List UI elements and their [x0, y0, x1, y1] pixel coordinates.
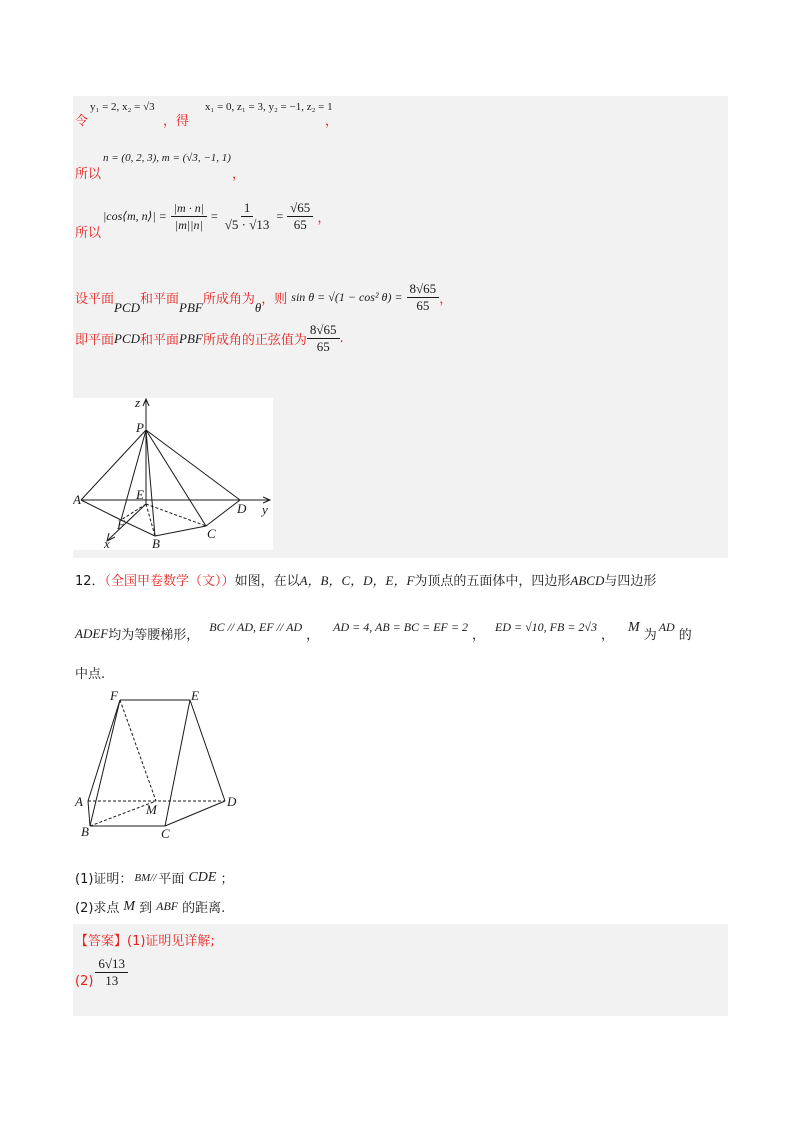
frac-5 [307, 322, 340, 355]
question-number: 12． [75, 574, 105, 589]
label-f: F [117, 517, 125, 532]
solution-line-4 [75, 278, 452, 316]
frac-1 [171, 200, 207, 233]
frac-2-num: 1 [241, 200, 254, 217]
frac-3 [287, 200, 313, 233]
label-f2: F [110, 688, 118, 703]
line4-prefix: 设平面 [75, 291, 115, 307]
frac-2 [222, 200, 273, 233]
plane-abf: ABF [156, 899, 179, 913]
vectors: n = (0, 2, 3), m = (√3, −1, 1) [103, 152, 231, 164]
part1-prefix: (1)证明： [75, 872, 133, 887]
cond-2: x₁ = 0, z₁ = 3, y₂ = −1, z₂ = 1 [205, 101, 333, 113]
quad-abcd: ABCD [570, 573, 605, 588]
question-text-3: 与四边形 [604, 574, 657, 589]
label-e: E [136, 487, 144, 502]
cond-1: y₁ = 2, x₂ = √3 [90, 101, 155, 113]
label-a2: A [75, 794, 83, 809]
cond-lengths: AD = 4, AB = BC = EF = 2 [333, 620, 468, 634]
eq-sign-2: = [276, 209, 284, 223]
line4-end: ， [439, 291, 453, 307]
line4-angle-is: 所成角为 [202, 291, 255, 307]
edge-ed2 [190, 700, 225, 801]
part1-end: ； [220, 872, 234, 887]
plane-cde: CDE [188, 869, 217, 885]
label-z: z [135, 398, 141, 410]
label-d2: D [227, 794, 237, 809]
part2-end: 的距离. [182, 901, 226, 916]
line2-end: ， [232, 167, 246, 182]
edge-fb2 [90, 700, 120, 826]
question-text-1: 如图，在以 [234, 574, 300, 589]
plane-pcd-2: PCD [114, 330, 141, 346]
label-x: x [104, 536, 110, 550]
edge-fm [120, 700, 156, 801]
theta: θ [254, 300, 262, 315]
label-b2: B [81, 824, 89, 839]
sep-2: ， [471, 628, 485, 643]
question-line-2 [75, 612, 692, 643]
part-2 [75, 897, 225, 916]
comma-get: ，得 [163, 114, 190, 129]
edge-fa [88, 700, 120, 801]
plane-pbf: PBF [179, 300, 203, 315]
frac-5-den: 65 [316, 339, 330, 354]
label-p: P [136, 420, 144, 435]
cos-lhs: |cos⟨m, n⟩| = [103, 209, 167, 223]
answer-line-2 [75, 956, 128, 989]
solution-line-1 [75, 110, 88, 129]
line3-so: 所以 [75, 226, 102, 241]
answer-line-1 [75, 930, 215, 949]
answer-frac-num: 6√13 [95, 956, 128, 973]
part-1 [75, 868, 233, 887]
line1-end: ， [325, 114, 339, 129]
answer-frac-den: 13 [105, 973, 119, 988]
question-source: （全国甲卷数学（文）） [104, 574, 235, 589]
label-e2: E [191, 688, 199, 703]
label-y: y [262, 502, 268, 517]
let-word: 令 [75, 114, 89, 129]
frac-4-num: 8√65 [407, 281, 440, 298]
line5-suffix: 所成角的正弦值为 [202, 333, 307, 348]
point-m: M [628, 619, 640, 635]
figure-1-diagram [73, 398, 273, 550]
answer-tag: 【答案】 [75, 934, 128, 949]
frac-4 [407, 281, 440, 314]
answer-frac [95, 956, 128, 989]
line4-and: 和平面 [140, 291, 180, 307]
label-c: C [207, 526, 216, 541]
figure-2-diagram [73, 686, 243, 846]
solution-line-5 [75, 322, 344, 355]
label-d: D [237, 501, 247, 516]
line4-then: ，则 [261, 291, 288, 307]
plane-pcd: PCD [114, 300, 141, 315]
question-text-4: 均为等腰梯形， [108, 628, 200, 643]
question-of: 的 [678, 628, 692, 643]
line5-end: . [339, 331, 344, 346]
question-points: A，B，C，D，E，F [299, 573, 415, 588]
question-is: 为 [643, 628, 657, 643]
question-midpoint: 中点. [75, 667, 106, 682]
frac-2-den: √5 · √13 [224, 217, 270, 232]
edge-cd2 [165, 801, 225, 826]
question-text-2: 为顶点的五面体中，四边形 [414, 574, 571, 589]
part2-point-m: M [123, 898, 136, 914]
label-c2: C [161, 826, 170, 841]
label-m2: M [146, 802, 157, 817]
sin-expr: sin θ = √(1 − cos² θ) = [291, 289, 403, 304]
part2-prefix: (2)求点 [75, 901, 120, 916]
frac-1-den: |m||n| [174, 218, 203, 232]
line5-prefix: 即平面 [75, 333, 115, 348]
segment-ad: AD [658, 620, 675, 634]
answer-part2-label: (2) [75, 974, 94, 989]
question-line-1 [75, 570, 656, 589]
eq-sign-1: = [211, 209, 218, 223]
frac-4-den: 65 [416, 297, 430, 313]
line5-and: 和平面 [140, 333, 180, 348]
line3-end: ， [317, 211, 331, 226]
edge-ec2 [165, 700, 190, 826]
answer-part1: (1)证明见详解; [127, 934, 215, 949]
edge-ab2 [88, 801, 90, 826]
frac-5-num: 8√65 [307, 322, 340, 339]
part1-plane: 平面 [158, 872, 185, 887]
cond-ed-fb: ED = √10, FB = 2√3 [494, 620, 598, 634]
label-b: B [152, 536, 160, 550]
sep-3: ， [601, 628, 615, 643]
part1-expr: BM// [134, 871, 157, 884]
cos-formula [103, 200, 330, 233]
quad-adef: ADEF [75, 625, 109, 641]
sep-1: ， [306, 628, 320, 643]
line2-so: 所以 [75, 167, 102, 182]
part2-to: 到 [139, 901, 153, 916]
frac-3-num: √65 [287, 200, 313, 217]
plane-pbf-2: PBF [179, 330, 203, 346]
frac-1-num: |m · n| [171, 200, 207, 217]
frac-3-den: 65 [293, 217, 307, 232]
label-a: A [73, 492, 81, 507]
cond-parallel: BC // AD, EF // AD [209, 620, 303, 634]
